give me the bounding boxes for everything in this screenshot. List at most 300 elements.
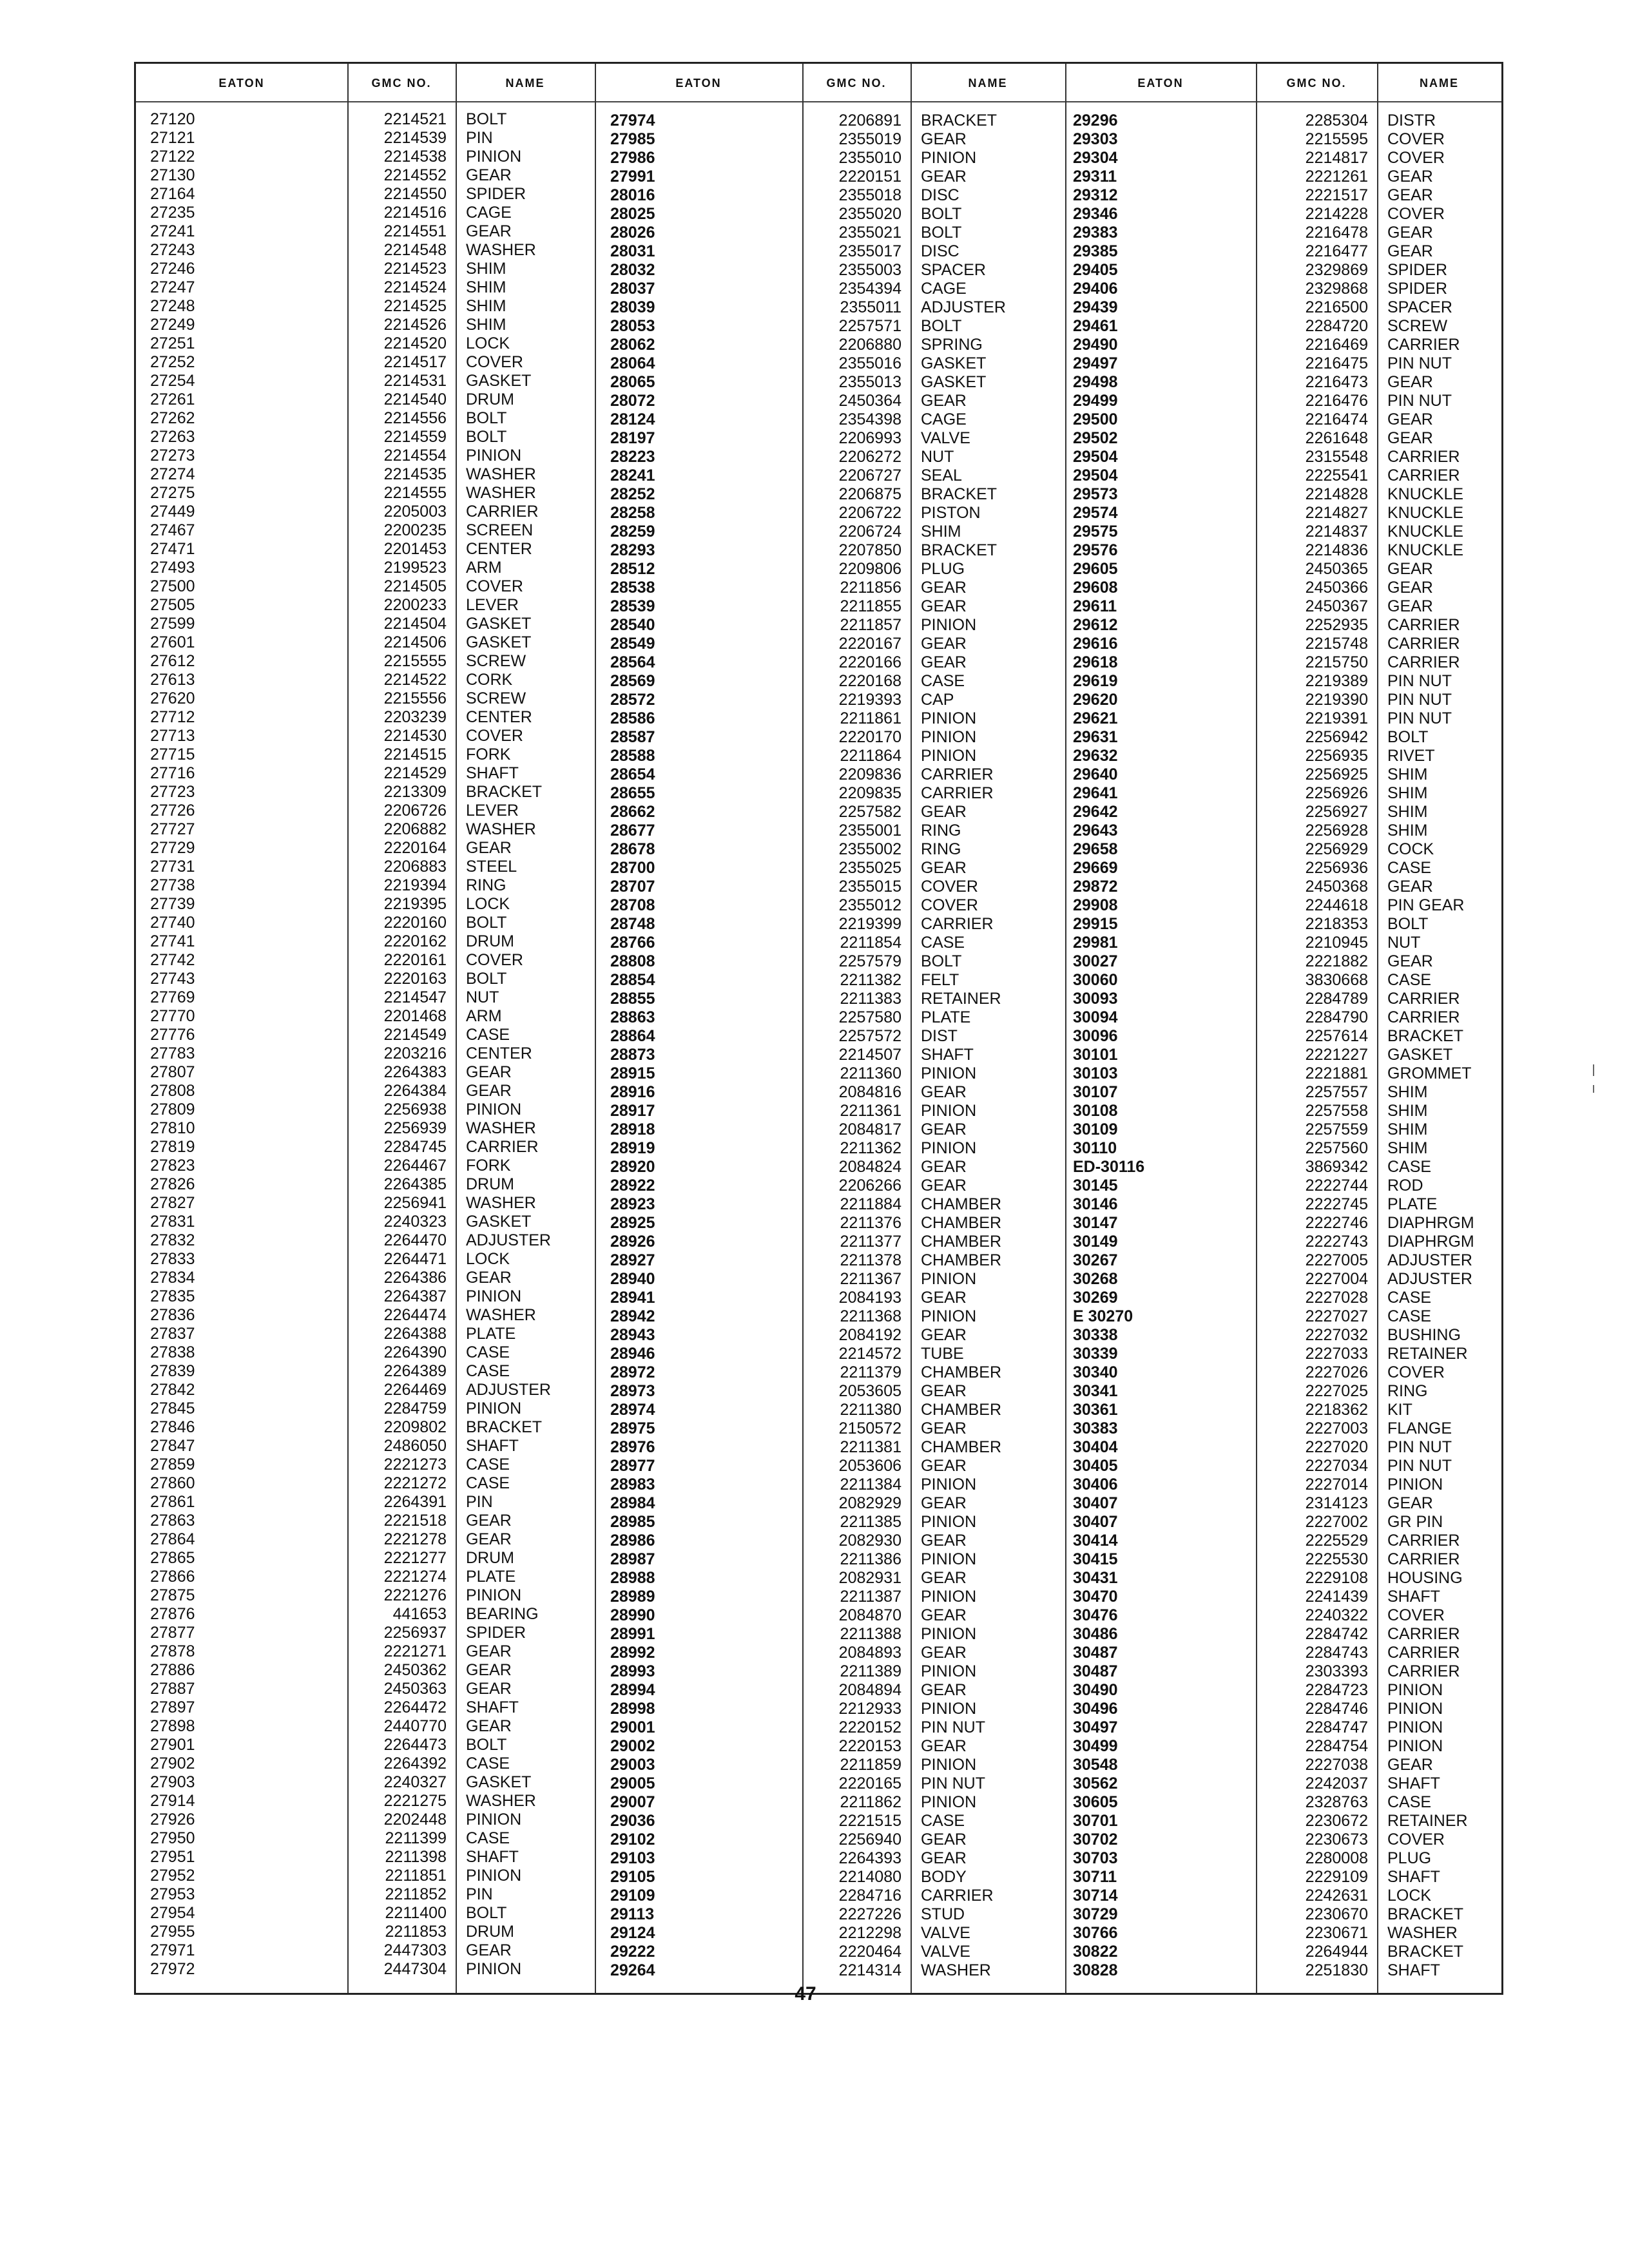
name-cell: FELT: [921, 971, 959, 989]
gmc-cell: 2211861: [840, 709, 901, 727]
gmc-cell: 2450364: [838, 392, 901, 410]
gmc-cell: 2211862: [840, 1793, 901, 1811]
name-cell: DIAPHRGM: [1387, 1233, 1474, 1251]
gmc-cell: 2240323: [383, 1213, 447, 1231]
eaton-cell: 29872: [1073, 878, 1118, 896]
name-cell: GEAR: [466, 1269, 512, 1287]
name-cell: CARRIER: [1387, 336, 1460, 354]
gmc-cell: 2214837: [1305, 523, 1368, 541]
eaton-cell: 27986: [610, 149, 655, 167]
eaton-cell: 29439: [1073, 298, 1118, 316]
gmc-cell: 2211386: [840, 1550, 901, 1568]
name-cell: BOLT: [1387, 915, 1429, 933]
eaton-cell: 28917: [610, 1102, 655, 1120]
eaton-cell: 27826: [150, 1175, 195, 1193]
gmc-cell: 2285304: [1305, 111, 1368, 130]
eaton-cell: 27275: [150, 484, 195, 502]
name-cell: GEAR: [466, 1717, 512, 1735]
gmc-cell: 2211367: [840, 1270, 901, 1288]
name-cell: PIN NUT: [1387, 691, 1452, 709]
eaton-cell: 28025: [610, 205, 655, 223]
name-cell: DIAPHRGM: [1387, 1214, 1474, 1232]
name-cell: SCREW: [466, 689, 526, 707]
eaton-cell: 30145: [1073, 1177, 1118, 1195]
eaton-cell: 27878: [150, 1642, 195, 1660]
eaton-cell: 30766: [1073, 1924, 1118, 1942]
eaton-cell: 28662: [610, 803, 655, 821]
gmc-cell: 2211379: [840, 1363, 901, 1381]
gmc-cell: 2355021: [838, 224, 901, 242]
eaton-cell: 30729: [1073, 1905, 1118, 1923]
name-cell: COVER: [1387, 1363, 1445, 1381]
gmc-cell: 2212298: [838, 1924, 901, 1942]
name-cell: GEAR: [466, 1661, 512, 1679]
eaton-cell: 28991: [610, 1625, 655, 1643]
gmc-cell: 2214554: [383, 447, 447, 465]
gmc-cell: 2240327: [383, 1773, 447, 1791]
name-cell: RETAINER: [1387, 1812, 1468, 1830]
parts-cross-reference-table: [134, 62, 1503, 1995]
gmc-cell: 2264469: [383, 1381, 447, 1399]
name-cell: WASHER: [466, 1792, 536, 1810]
name-cell: ARM: [466, 559, 502, 577]
eaton-cell: 30414: [1073, 1532, 1118, 1550]
name-cell: CARRIER: [1387, 1550, 1460, 1568]
gmc-cell: 2084817: [838, 1120, 901, 1139]
eaton-cell: 30341: [1073, 1382, 1118, 1400]
gmc-cell: 2216478: [1305, 224, 1368, 242]
name-cell: CASE: [466, 1343, 510, 1361]
name-cell: PINION: [921, 709, 977, 727]
eaton-cell: 27263: [150, 428, 195, 446]
gmc-cell: 2210945: [1305, 934, 1368, 952]
name-cell: GR PIN: [1387, 1513, 1443, 1531]
name-cell: PLATE: [921, 1008, 971, 1026]
eaton-cell: 30108: [1073, 1102, 1118, 1120]
eaton-cell: 27887: [150, 1680, 195, 1698]
eaton-cell: 28983: [610, 1475, 655, 1494]
name-cell: PIN NUT: [1387, 354, 1452, 372]
eaton-cell: 27500: [150, 577, 195, 595]
eaton-cell: 27955: [150, 1923, 195, 1941]
gmc-cell: 2211855: [840, 597, 901, 615]
name-cell: COVER: [921, 896, 978, 914]
eaton-cell: 28588: [610, 747, 655, 765]
eaton-cell: 28197: [610, 429, 655, 447]
name-cell: PINION: [921, 1793, 977, 1811]
gmc-cell: 2227226: [838, 1905, 901, 1923]
eaton-cell: 27716: [150, 764, 195, 782]
eaton-cell: 29003: [610, 1756, 655, 1774]
eaton-cell: 28925: [610, 1214, 655, 1232]
gmc-cell: 2209802: [383, 1418, 447, 1436]
eaton-cell: 30269: [1073, 1289, 1118, 1307]
name-cell: RETAINER: [921, 990, 1001, 1008]
gmc-cell: 2211398: [385, 1848, 447, 1866]
gmc-cell: 2227033: [1305, 1345, 1368, 1363]
gmc-cell: 2284790: [1305, 1008, 1368, 1026]
eaton-cell: 27831: [150, 1213, 195, 1231]
gmc-cell: 2256940: [838, 1831, 901, 1849]
name-cell: DISTR: [1387, 111, 1436, 130]
name-cell: CENTER: [466, 540, 532, 558]
name-cell: TUBE: [921, 1345, 964, 1363]
name-cell: PINION: [466, 1586, 522, 1604]
eaton-cell: 28700: [610, 859, 655, 877]
gmc-cell: 2216500: [1305, 298, 1368, 316]
eaton-cell: 27832: [150, 1231, 195, 1249]
eaton-cell: 30487: [1073, 1662, 1118, 1680]
gmc-cell: 2053606: [838, 1457, 901, 1475]
gmc-cell: 2219393: [838, 691, 901, 709]
name-cell: WASHER: [466, 484, 536, 502]
name-cell: PINION: [921, 1662, 977, 1680]
eaton-cell: 27914: [150, 1792, 195, 1810]
eaton-cell: 30338: [1073, 1326, 1118, 1344]
eaton-cell: 29296: [1073, 111, 1118, 130]
name-cell: CARRIER: [921, 765, 994, 783]
column-divider: [1065, 64, 1066, 1993]
gmc-cell: 2220160: [383, 914, 447, 932]
gmc-cell: 2220151: [838, 168, 901, 186]
eaton-cell: 27783: [150, 1044, 195, 1062]
gmc-cell: 2257560: [1305, 1139, 1368, 1157]
eaton-cell: 29105: [610, 1868, 655, 1886]
gmc-cell: 2053605: [838, 1382, 901, 1400]
name-cell: DRUM: [466, 1175, 514, 1193]
name-cell: GEAR: [466, 1941, 512, 1959]
name-cell: SHIM: [1387, 765, 1428, 783]
gmc-cell: 2205003: [383, 503, 447, 521]
eaton-cell: 29002: [610, 1737, 655, 1755]
name-cell: RING: [466, 876, 506, 894]
name-cell: GEAR: [1387, 186, 1433, 204]
gmc-cell: 2221274: [383, 1568, 447, 1586]
eaton-cell: 27974: [610, 111, 655, 130]
eaton-cell: E 30270: [1073, 1307, 1133, 1325]
eaton-cell: 27251: [150, 334, 195, 352]
name-cell: GEAR: [921, 1532, 967, 1550]
name-cell: HOUSING: [1387, 1569, 1463, 1587]
name-cell: GEAR: [1387, 429, 1433, 447]
name-cell: CASE: [1387, 1158, 1432, 1176]
gmc-cell: 2212933: [838, 1700, 901, 1718]
name-cell: RING: [1387, 1382, 1428, 1400]
eaton-cell: 27865: [150, 1549, 195, 1567]
eaton-cell: 29124: [610, 1924, 655, 1942]
eaton-cell: 30406: [1073, 1475, 1118, 1494]
name-cell: PINION: [921, 1064, 977, 1082]
eaton-cell: 30828: [1073, 1961, 1118, 1979]
eaton-cell: 27467: [150, 521, 195, 539]
eaton-cell: 27819: [150, 1138, 195, 1156]
eaton-cell: 30404: [1073, 1438, 1118, 1456]
gmc-cell: 2221882: [1305, 952, 1368, 970]
name-cell: CASE: [466, 1754, 510, 1773]
eaton-cell: 30499: [1073, 1737, 1118, 1755]
name-cell: GEAR: [921, 1083, 967, 1101]
gmc-cell: 2450366: [1305, 579, 1368, 597]
eaton-cell: 30107: [1073, 1083, 1118, 1101]
gmc-cell: 2221518: [383, 1512, 447, 1530]
name-cell: CARRIER: [1387, 653, 1460, 671]
eaton-cell: 27950: [150, 1829, 195, 1847]
eaton-cell: 28918: [610, 1120, 655, 1139]
gmc-cell: 2227038: [1305, 1756, 1368, 1774]
header-gmc-2: GMC NO.: [826, 77, 887, 90]
gmc-cell: 2220163: [383, 970, 447, 988]
name-cell: STUD: [921, 1905, 965, 1923]
gmc-cell: 2215748: [1305, 635, 1368, 653]
eaton-cell: 30361: [1073, 1401, 1118, 1419]
gmc-cell: 2206722: [838, 504, 901, 522]
eaton-cell: 28985: [610, 1513, 655, 1531]
eaton-cell: 30101: [1073, 1046, 1118, 1064]
gmc-cell: 2450362: [383, 1661, 447, 1679]
name-cell: PINION: [466, 1399, 522, 1418]
gmc-cell: 2257557: [1305, 1083, 1368, 1101]
name-cell: BOLT: [466, 409, 507, 427]
eaton-cell: 29616: [1073, 635, 1118, 653]
gmc-cell: 2264392: [383, 1754, 447, 1773]
gmc-cell: 2211864: [840, 747, 901, 765]
name-cell: SHIM: [1387, 822, 1428, 840]
name-cell: GROMMET: [1387, 1064, 1472, 1082]
eaton-cell: 28748: [610, 915, 655, 933]
gmc-cell: 2284720: [1305, 317, 1368, 335]
eaton-cell: 28569: [610, 672, 655, 690]
eaton-cell: 29640: [1073, 765, 1118, 783]
gmc-cell: 2211380: [840, 1401, 901, 1419]
eaton-cell: 28977: [610, 1457, 655, 1475]
gmc-cell: 2084816: [838, 1083, 901, 1101]
eaton-cell: 27723: [150, 783, 195, 801]
gmc-cell: 2450363: [383, 1680, 447, 1698]
gmc-cell: 2329869: [1305, 261, 1368, 279]
eaton-cell: 29642: [1073, 803, 1118, 821]
name-cell: BRACKET: [1387, 1943, 1464, 1961]
gmc-cell: 2220167: [838, 635, 901, 653]
gmc-cell: 2211362: [840, 1139, 901, 1157]
name-cell: COCK: [1387, 840, 1434, 858]
gmc-cell: 2355017: [838, 242, 901, 260]
eaton-cell: 29504: [1073, 466, 1118, 485]
gmc-cell: 2251830: [1305, 1961, 1368, 1979]
eaton-cell: 28993: [610, 1662, 655, 1680]
gmc-cell: 2221272: [383, 1474, 447, 1492]
eaton-cell: 28677: [610, 822, 655, 840]
eaton-cell: 27252: [150, 353, 195, 371]
eaton-cell: 28989: [610, 1588, 655, 1606]
eaton-cell: 30490: [1073, 1681, 1118, 1699]
eaton-cell: 29643: [1073, 822, 1118, 840]
gmc-cell: 2220164: [383, 839, 447, 857]
name-cell: CASE: [1387, 1793, 1432, 1811]
name-cell: SHAFT: [466, 1698, 519, 1716]
name-cell: SHIM: [466, 278, 506, 296]
name-cell: LOCK: [466, 334, 510, 352]
name-cell: VALVE: [921, 429, 970, 447]
gmc-cell: 2314123: [1305, 1494, 1368, 1512]
gmc-cell: 2216475: [1305, 354, 1368, 372]
name-cell: GEAR: [921, 1831, 967, 1849]
eaton-cell: 29406: [1073, 280, 1118, 298]
name-cell: PIN: [466, 1885, 493, 1903]
gmc-cell: 2264383: [383, 1063, 447, 1081]
gmc-cell: 2214228: [1305, 205, 1368, 223]
gmc-cell: 2220165: [838, 1774, 901, 1792]
eaton-cell: 27740: [150, 914, 195, 932]
name-cell: GEAR: [921, 635, 967, 653]
name-cell: VALVE: [921, 1943, 970, 1961]
gmc-cell: 2264387: [383, 1287, 447, 1305]
eaton-cell: 28026: [610, 224, 655, 242]
name-cell: GEAR: [921, 1681, 967, 1699]
gmc-cell: 2150572: [838, 1419, 901, 1437]
name-cell: FORK: [466, 1157, 511, 1175]
eaton-cell: 30149: [1073, 1233, 1118, 1251]
eaton-cell: 29036: [610, 1812, 655, 1830]
eaton-cell: 27261: [150, 390, 195, 408]
gmc-cell: 2220166: [838, 653, 901, 671]
eaton-cell: 30405: [1073, 1457, 1118, 1475]
eaton-cell: 28587: [610, 728, 655, 746]
name-cell: GEAR: [1387, 1494, 1433, 1512]
name-cell: BUSHING: [1387, 1326, 1461, 1344]
eaton-cell: 27954: [150, 1904, 195, 1922]
eaton-cell: 28549: [610, 635, 655, 653]
eaton-cell: 28942: [610, 1307, 655, 1325]
gmc-cell: 2216473: [1305, 373, 1368, 391]
name-cell: SEAL: [921, 466, 962, 485]
eaton-cell: 30340: [1073, 1363, 1118, 1381]
name-cell: NUT: [466, 988, 499, 1006]
gmc-cell: 2203216: [383, 1044, 447, 1062]
name-cell: SCREW: [1387, 317, 1448, 335]
gmc-cell: 2211853: [385, 1923, 447, 1941]
gmc-cell: 2211857: [840, 616, 901, 634]
eaton-cell: 28926: [610, 1233, 655, 1251]
name-cell: CAGE: [466, 204, 512, 222]
gmc-cell: 2264473: [383, 1736, 447, 1754]
name-column-3: [1378, 101, 1501, 1993]
name-cell: PINION: [466, 1960, 522, 1978]
gmc-cell: 2450368: [1305, 878, 1368, 896]
name-cell: SHAFT: [1387, 1868, 1440, 1886]
gmc-cell: 2355025: [838, 859, 901, 877]
gmc-cell: 2214529: [383, 764, 447, 782]
gmc-cell: 2354398: [838, 410, 901, 428]
name-cell: GEAR: [921, 1644, 967, 1662]
name-cell: PINION: [921, 1700, 977, 1718]
name-cell: BRACKET: [1387, 1027, 1464, 1045]
gmc-cell: 2206993: [838, 429, 901, 447]
eaton-cell: 27505: [150, 596, 195, 614]
name-cell: GEAR: [466, 1082, 512, 1100]
gmc-cell: 2209835: [838, 784, 901, 802]
gmc-cell: 2329868: [1305, 280, 1368, 298]
name-cell: PINION: [921, 1756, 977, 1774]
eaton-cell: 28973: [610, 1382, 655, 1400]
name-cell: CASE: [466, 1456, 510, 1474]
table-header-row: [136, 64, 1501, 102]
name-cell: RETAINER: [1387, 1345, 1468, 1363]
name-cell: PINION: [1387, 1700, 1443, 1718]
gmc-cell: 2214521: [383, 110, 447, 128]
name-cell: GASKET: [466, 1213, 532, 1231]
name-cell: DISC: [921, 186, 959, 204]
eaton-cell: 28984: [610, 1494, 655, 1512]
eaton-cell: 28540: [610, 616, 655, 634]
name-cell: CARRIER: [466, 503, 539, 521]
eaton-cell: 28998: [610, 1700, 655, 1718]
name-cell: CARRIER: [1387, 448, 1460, 466]
gmc-cell: 2447304: [383, 1960, 447, 1978]
gmc-cell: 2220162: [383, 932, 447, 950]
name-cell: LEVER: [466, 596, 519, 614]
name-cell: SCREEN: [466, 521, 534, 539]
gmc-cell: 2257614: [1305, 1027, 1368, 1045]
gmc-cell: 2214550: [383, 185, 447, 203]
gmc-cell: 2211378: [840, 1251, 901, 1269]
gmc-cell: 2211361: [840, 1102, 901, 1120]
eaton-cell: 29500: [1073, 410, 1118, 428]
name-cell: GEAR: [921, 1382, 967, 1400]
gmc-cell: 2229108: [1305, 1569, 1368, 1587]
gmc-cell: 2221261: [1305, 168, 1368, 186]
eaton-cell: 27726: [150, 802, 195, 820]
name-cell: CAGE: [921, 280, 967, 298]
eaton-cell: 27713: [150, 727, 195, 745]
name-cell: COVER: [466, 353, 523, 371]
eaton-cell: 27620: [150, 689, 195, 707]
eaton-cell: 27877: [150, 1624, 195, 1642]
gmc-cell: 2230672: [1305, 1812, 1368, 1830]
name-cell: PIN NUT: [1387, 709, 1452, 727]
name-cell: DISC: [921, 242, 959, 260]
eaton-cell: 29113: [610, 1905, 655, 1923]
name-cell: GEAR: [921, 392, 967, 410]
name-cell: ADJUSTER: [1387, 1251, 1472, 1269]
name-cell: GEAR: [466, 1512, 512, 1530]
name-cell: GEAR: [1387, 878, 1433, 896]
name-cell: GASKET: [466, 1773, 532, 1791]
eaton-cell: 27727: [150, 820, 195, 838]
name-cell: SHAFT: [1387, 1961, 1440, 1979]
gmc-cell: 2227004: [1305, 1270, 1368, 1288]
name-cell: GEAR: [466, 1530, 512, 1548]
gmc-cell: 2256925: [1305, 765, 1368, 783]
eaton-cell: 30711: [1073, 1868, 1117, 1886]
eaton-cell: 28922: [610, 1177, 655, 1195]
name-cell: RING: [921, 822, 961, 840]
gmc-cell: 2082930: [838, 1532, 901, 1550]
eaton-cell: 29007: [610, 1793, 655, 1811]
name-cell: PINION: [921, 747, 977, 765]
gmc-cell: 2082929: [838, 1494, 901, 1512]
gmc-cell: 2214817: [1305, 149, 1368, 167]
name-column-1: [457, 101, 595, 1993]
name-cell: PINION: [1387, 1737, 1443, 1755]
name-cell: BRACKET: [921, 111, 998, 130]
eaton-cell: 29915: [1073, 915, 1118, 933]
name-cell: GEAR: [921, 597, 967, 615]
name-cell: PINION: [921, 1102, 977, 1120]
eaton-cell: 27254: [150, 372, 195, 390]
name-cell: CHAMBER: [921, 1214, 1002, 1232]
eaton-cell: 28072: [610, 392, 655, 410]
eaton-cell: 27902: [150, 1754, 195, 1773]
